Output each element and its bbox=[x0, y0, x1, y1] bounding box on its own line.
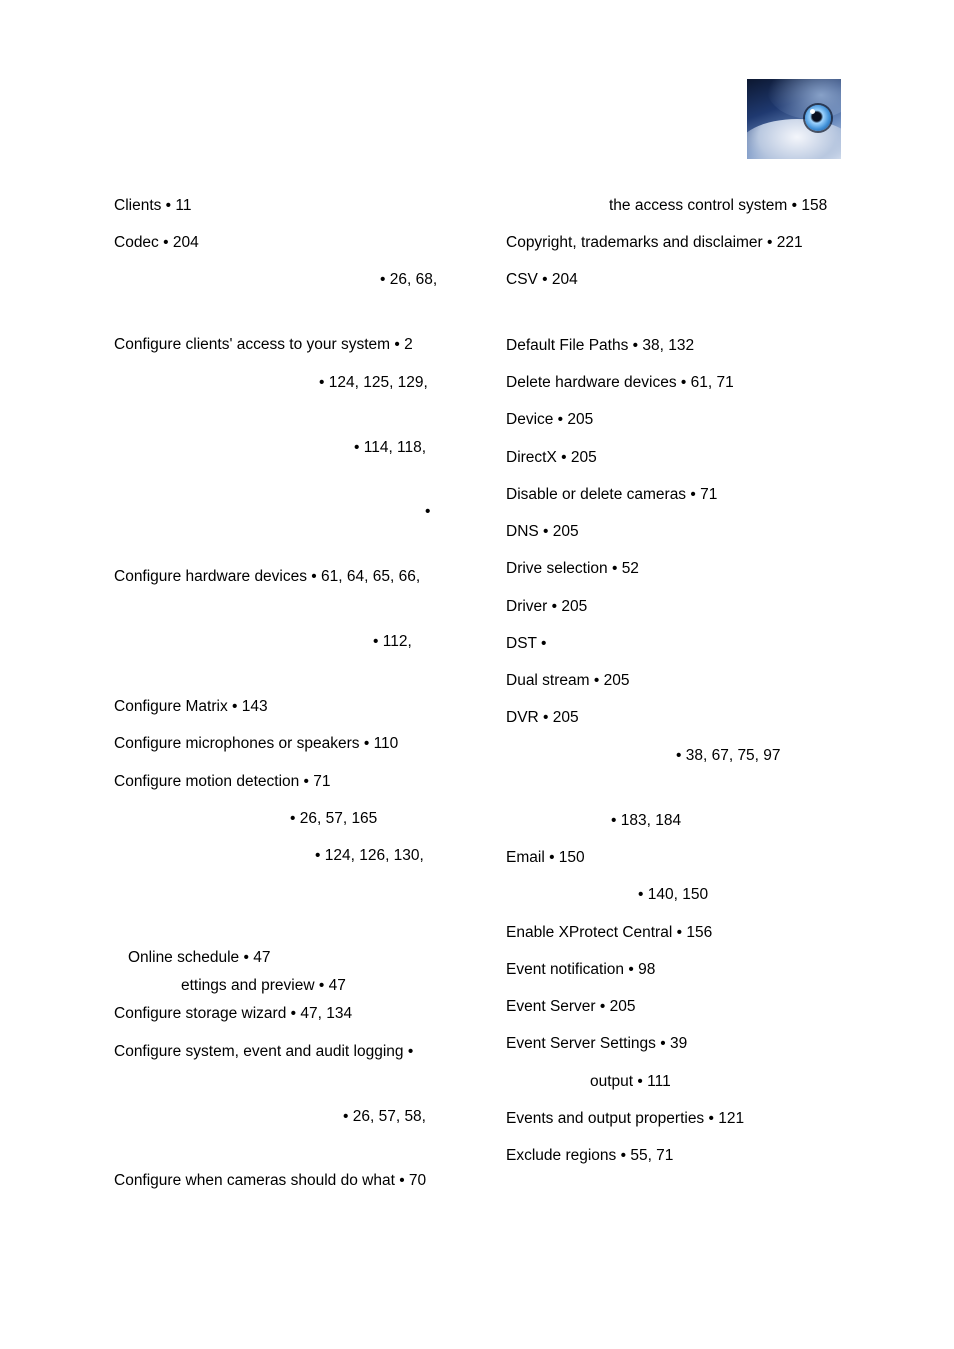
index-entry: Enable XProtect Central • 156 bbox=[506, 924, 713, 941]
index-entry: Exclude regions • 55, 71 bbox=[506, 1147, 674, 1164]
index-entry: Event Server Settings • 39 bbox=[506, 1035, 688, 1052]
index-entry: • 124, 126, 130, bbox=[315, 847, 424, 864]
index-entry: • 26, 68, bbox=[380, 271, 438, 288]
index-entry: Configure microphones or speakers • 110 bbox=[114, 735, 399, 752]
index-entry: • 124, 125, 129, bbox=[319, 374, 428, 391]
index-entry: • 140, 150 bbox=[638, 886, 709, 903]
index-entry: DVR • 205 bbox=[506, 709, 579, 726]
index-entry: output • 111 bbox=[590, 1073, 671, 1090]
eye-icon bbox=[805, 105, 831, 131]
index-entry: Configure hardware devices • 61, 64, 65, 66, bbox=[114, 568, 421, 585]
index-entry: Copyright, trademarks and disclaimer • 221 bbox=[506, 234, 803, 251]
index-entry: Disable or delete cameras • 71 bbox=[506, 486, 718, 503]
index-entry: Clients • 11 bbox=[114, 197, 192, 214]
index-entry: Device • 205 bbox=[506, 411, 594, 428]
index-entry: • 114, 118, bbox=[354, 439, 427, 456]
index-entry: Driver • 205 bbox=[506, 598, 588, 615]
index-entry: DNS • 205 bbox=[506, 523, 579, 540]
index-entry: • 112, bbox=[373, 633, 412, 650]
index-entry: Default File Paths • 38, 132 bbox=[506, 337, 695, 354]
index-entry: Configure motion detection • 71 bbox=[114, 773, 331, 790]
index-entry: Events and output properties • 121 bbox=[506, 1110, 745, 1127]
index-entry: Event notification • 98 bbox=[506, 961, 656, 978]
index-entry: Event Server • 205 bbox=[506, 998, 636, 1015]
index-entry: Configure storage wizard • 47, 134 bbox=[114, 1005, 353, 1022]
index-entry: the access control system • 158 bbox=[609, 197, 828, 214]
index-entry: ettings and preview • 47 bbox=[181, 977, 346, 994]
index-entry: DST • bbox=[506, 635, 547, 652]
index-entry: Drive selection • 52 bbox=[506, 560, 639, 577]
index-entry: Configure system, event and audit logging • bbox=[114, 1043, 414, 1060]
index-entry: Dual stream • 205 bbox=[506, 672, 630, 689]
index-entry: Codec • 204 bbox=[114, 234, 199, 251]
index-entry: • bbox=[425, 503, 431, 520]
wolf-eye-logo bbox=[747, 79, 841, 159]
index-entry: • 26, 57, 165 bbox=[290, 810, 378, 827]
index-entry: Delete hardware devices • 61, 71 bbox=[506, 374, 734, 391]
index-entry: Configure clients' access to your system • 2 bbox=[114, 336, 413, 353]
index-entry: Configure Matrix • 143 bbox=[114, 698, 268, 715]
index-entry: Configure when cameras should do what • 70 bbox=[114, 1172, 427, 1189]
index-entry: Online schedule • 47 bbox=[128, 949, 271, 966]
index-entry: Email • 150 bbox=[506, 849, 585, 866]
index-entry: • 38, 67, 75, 97 bbox=[676, 747, 781, 764]
index-entry: CSV • 204 bbox=[506, 271, 578, 288]
index-entry: • 26, 57, 58, bbox=[343, 1108, 426, 1125]
index-entry: • 183, 184 bbox=[611, 812, 682, 829]
index-entry: DirectX • 205 bbox=[506, 449, 597, 466]
